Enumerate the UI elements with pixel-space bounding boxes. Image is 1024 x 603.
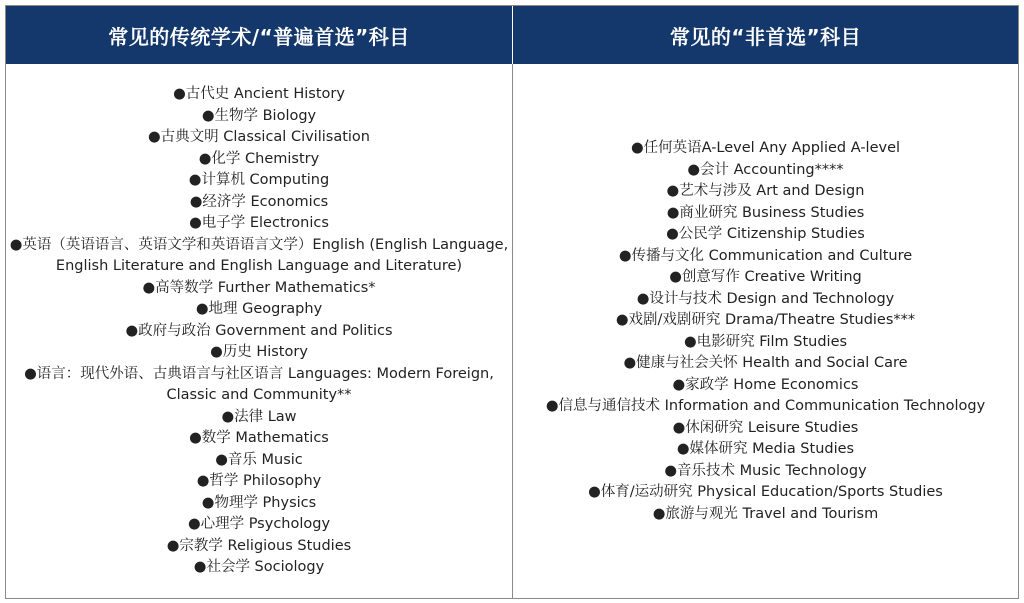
list-item: ●会计 Accounting**** [687, 161, 844, 178]
list-item-text: ●电子学 Electronics [189, 215, 329, 231]
list-item-text: ●历史 History [210, 344, 308, 360]
list-item-text: ●社会学 Sociology [193, 559, 325, 575]
list-item [189, 213, 329, 235]
list-item [125, 321, 392, 343]
list-item: ●传播与文化 Communication and Culture [618, 247, 913, 264]
list-item: ●媒体研究 Media Studies [676, 441, 855, 457]
list-item [189, 170, 329, 192]
list-item-text: ●古代史 Ancient History [173, 86, 345, 102]
header-preferred-subjects: 常见的传统学术/“普遍首选”科目 [6, 6, 513, 64]
list-item [142, 278, 375, 300]
list-item [215, 450, 303, 472]
table-header [6, 6, 1018, 64]
list-item-text: ●宗教学 Religious Studies [166, 537, 352, 554]
list-item [24, 364, 494, 407]
list-item-text: ●法律 Law [221, 408, 297, 425]
list-item: ●设计与技术 Design and Technology [636, 290, 895, 307]
list-item-text: ●古典文明 Classical Civilisation [148, 129, 370, 145]
list-item-text: ●化学 Chemistry [198, 150, 320, 167]
list-item [167, 536, 351, 558]
list-item-text: ●生物学 Biology [201, 107, 317, 124]
list-item: ●体育/运动研究 Physical Education/Sports Studies [588, 484, 943, 500]
list-item-text: Classic and Community** [166, 387, 352, 403]
list-item: ●家政学 Home Economics [672, 376, 859, 393]
list-item: ●公民学 Citizenship Studies [666, 226, 865, 242]
list-item [173, 84, 345, 106]
list-item-text: ●音乐 Music [215, 451, 303, 468]
list-item: ●戏剧/戏剧研究 Drama/Theatre Studies*** [615, 312, 916, 328]
list-item-text: ●政府与政治 Government and Politics [125, 322, 393, 339]
list-item [10, 235, 508, 278]
list-item-text: English Literature and English Language and Literature) [55, 258, 463, 274]
list-item: ●商业研究 Business Studies [666, 204, 865, 221]
list-item [148, 127, 370, 149]
list-item-text: ●数学 Mathematics [189, 430, 329, 446]
list-item [202, 493, 316, 515]
list-item: ●信息与通信技术 Information and Communication Technology [545, 398, 986, 414]
list-item [221, 407, 296, 429]
list-item: ●电影研究 Film Studies [683, 333, 848, 350]
list-item: ●艺术与涉及 Art and Design [666, 183, 865, 199]
list-item-text: ●经济学 Economics [189, 193, 329, 210]
list-item-text: ●英语（英语语言、英语文学和英语语言文学）English (English Language, [9, 236, 509, 253]
list-item [197, 471, 322, 493]
list-item: ●健康与社会关怀 Health and Social Care [623, 355, 908, 371]
list-item-text: ●地理 Geography [195, 301, 323, 317]
non-preferred-subjects-list [513, 64, 1018, 598]
list-item-text: ●高等数学 Further Mathematics* [142, 279, 376, 296]
preferred-subjects-list [6, 64, 513, 598]
list-item: ●旅游与观光 Travel and Tourism [652, 505, 879, 522]
list-item [210, 342, 308, 364]
list-item [188, 514, 330, 536]
list-item [196, 299, 322, 321]
header-non-preferred-subjects: 常见的“非首选”科目 [669, 24, 862, 49]
list-item-text: ●哲学 Philosophy [196, 473, 322, 489]
list-item: ●休闲研究 Leisure Studies [672, 419, 859, 436]
list-item [194, 557, 324, 579]
list-item-text: ●语言：现代外语、古典语言与社区语言 Languages: Modern Foreign, [24, 365, 494, 382]
list-item-text: ●计算机 Computing [188, 172, 330, 188]
list-item: ●音乐技术 Music Technology [664, 462, 867, 479]
list-item: ●任何英语A-Level Any Applied A-level [630, 140, 901, 156]
list-item-text: ●心理学 Psychology [187, 516, 331, 532]
list-item-text: ●物理学 Physics [201, 494, 317, 511]
list-item [199, 149, 319, 171]
list-item [190, 192, 329, 214]
table-body [6, 64, 1018, 598]
subjects-table [5, 5, 1019, 599]
list-item [202, 106, 316, 128]
list-item [189, 428, 329, 450]
list-item: ●创意写作 Creative Writing [669, 269, 862, 285]
